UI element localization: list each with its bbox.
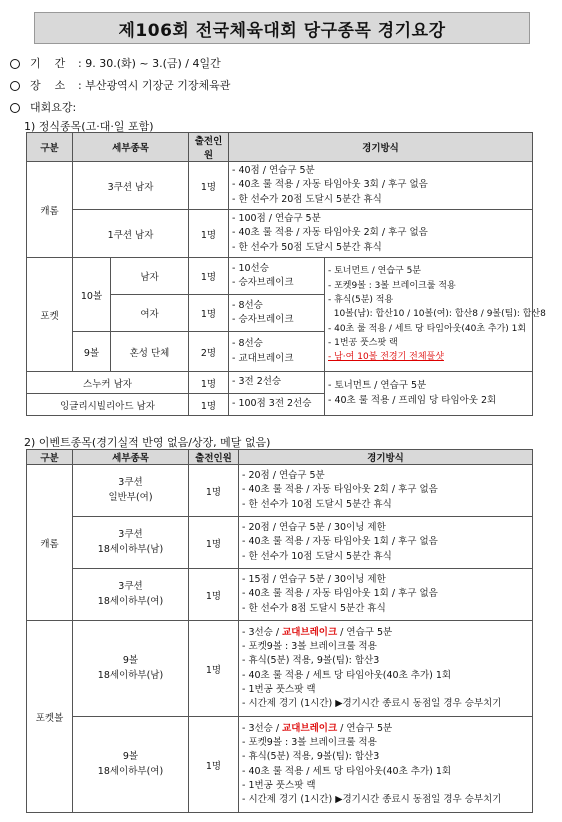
full-break-note: - 남·여 10볼 전경기 전체풀샷 — [328, 352, 444, 363]
rules-cell: - 8선승 - 승자브레이크 — [229, 295, 325, 332]
header-category: 구분 — [27, 133, 73, 162]
header-event: 세부종목 — [73, 450, 189, 465]
event-exhibition-table — [26, 449, 533, 813]
title-box — [34, 12, 530, 44]
rules-cell: - 15점 / 연습구 5분 / 30이닝 제한 - 40초 룰 적용 / 자동 타임아웃 1회 / 후구 없음 - 한 선수가 8점 도달시 5분간 휴식 — [239, 569, 533, 621]
count-cell: 2명 — [189, 332, 229, 372]
event-cell: 3쿠션 일반부(여) — [73, 465, 189, 517]
header-category: 구분 — [27, 450, 73, 465]
count-cell: 1명 — [189, 569, 239, 621]
event-cell: 남자 — [111, 258, 189, 295]
circle-bullet-icon — [10, 103, 20, 113]
rules-cell: - 40점 / 연습구 5분 - 40초 룰 적용 / 자동 타임아웃 3회 / 후구 없음 - 한 선수가 20점 도달시 5분간 휴식 — [229, 162, 533, 210]
event-cell: 스누커 남자 — [27, 372, 189, 394]
header-count: 출전인원 — [189, 133, 229, 162]
category-carom: 캐롬 — [27, 465, 73, 621]
event-cell: 9볼 18세이하부(여) — [73, 717, 189, 813]
event-cell: 3쿠션 18세이하부(남) — [73, 517, 189, 569]
circle-bullet-icon — [10, 59, 20, 69]
rules-cell: - 8선승 - 교대브레이크 — [229, 332, 325, 372]
event-cell: 1쿠션 남자 — [73, 210, 189, 258]
info-period: 기 간 : 9. 30.(화) ~ 3.(금) / 4일간 — [10, 55, 221, 71]
event-cell: 3쿠션 18세이하부(여) — [73, 569, 189, 621]
event-cell: 3쿠션 남자 — [73, 162, 189, 210]
category-carom: 캐롬 — [27, 162, 73, 258]
header-event: 세부종목 — [73, 133, 189, 162]
pocket-common-rules: - 토너먼트 / 연습구 5분 - 포켓9볼 : 3볼 브레이크룰 적용 - 휴식(5분) 적용 10볼(남): 합산10 / 10볼(여): 합산8 / 9볼(팀): 합산8 - 40초 룰 적용 / 세트 당 타임아웃(40초 추가) 1회 - 1번공 풋스팟 랙 - 남·여 10볼 전경기 전체풀샷 — [325, 258, 533, 372]
rules-cell: - 10선승 - 승자브레이크 — [229, 258, 325, 295]
count-cell: 1명 — [189, 210, 229, 258]
count-cell: 1명 — [189, 295, 229, 332]
count-cell: 1명 — [189, 621, 239, 717]
event-cell: 혼성 단체 — [111, 332, 189, 372]
info-guide: 대회요강: — [10, 99, 76, 115]
header-rules: 경기방식 — [239, 450, 533, 465]
rules-cell: - 100점 / 연습구 5분 - 40초 룰 적용 / 자동 타임아웃 2회 / 후구 없음 - 한 선수가 50점 도달시 5분간 휴식 — [229, 210, 533, 258]
cue-common-rules: - 토너먼트 / 연습구 5분 - 40초 룰 적용 / 프레임 당 타임아웃 2회 — [325, 372, 533, 416]
info-venue: 장 소 : 부산광역시 기장군 기장체육관 — [10, 77, 230, 93]
rules-cell: - 100점 3전 2선승 — [229, 394, 325, 416]
ball10-cell: 10볼 — [73, 258, 111, 332]
rules-cell: - 20점 / 연습구 5분 / 30이닝 제한 - 40초 룰 적용 / 자동 타임아웃 1회 / 후구 없음 - 한 선수가 10점 도달시 5분간 휴식 — [239, 517, 533, 569]
circle-bullet-icon — [10, 81, 20, 91]
category-pocketball: 포켓볼 — [27, 621, 73, 813]
event-cell: 여자 — [111, 295, 189, 332]
event-cell: 잉글리시빌리아드 남자 — [27, 394, 189, 416]
event-cell: 9볼 18세이하부(남) — [73, 621, 189, 717]
count-cell: 1명 — [189, 465, 239, 517]
category-pocket: 포켓 — [27, 258, 73, 372]
count-cell: 1명 — [189, 394, 229, 416]
header-count: 출전인원 — [189, 450, 239, 465]
rules-cell: - 3전 2선승 — [229, 372, 325, 394]
count-cell: 1명 — [189, 162, 229, 210]
rules-cell: - 3선승 / 교대브레이크 / 연습구 5분 - 포켓9볼 : 3볼 브레이크룰 적용 - 휴식(5분) 적용, 9볼(팀): 합산3 - 40초 룰 적용 / 세트 당 타임아웃(40초 추가) 1회 - 1번공 풋스팟 랙 - 시간제 경기 (1시간) ▶경기시간 종료시 동점일 경우 승부치기 — [239, 717, 533, 813]
section2-heading: 2) 이벤트종목(경기실적 반영 없음/상장, 메달 없음) — [24, 436, 271, 449]
section1-heading: 1) 정식종목(고·대·일 포함) — [24, 120, 154, 133]
ball9-cell: 9볼 — [73, 332, 111, 372]
rules-cell: - 20점 / 연습구 5분 - 40초 룰 적용 / 자동 타임아웃 2회 / 후구 없음 - 한 선수가 10점 도달시 5분간 휴식 — [239, 465, 533, 517]
count-cell: 1명 — [189, 372, 229, 394]
count-cell: 1명 — [189, 717, 239, 813]
count-cell: 1명 — [189, 258, 229, 295]
header-rules: 경기방식 — [229, 133, 533, 162]
official-events-table — [26, 132, 546, 416]
page-title: 제106회 전국체육대회 당구종목 경기요강 — [118, 20, 446, 41]
count-cell: 1명 — [189, 517, 239, 569]
rules-cell: - 3선승 / 교대브레이크 / 연습구 5분 - 포켓9볼 : 3볼 브레이크룰 적용 - 휴식(5분) 적용, 9볼(팀): 합산3 - 40초 룰 적용 / 세트 당 타임아웃(40초 추가) 1회 - 1번공 풋스팟 랙 - 시간제 경기 (1시간) ▶경기시간 종료시 동점일 경우 승부치기 — [239, 621, 533, 717]
